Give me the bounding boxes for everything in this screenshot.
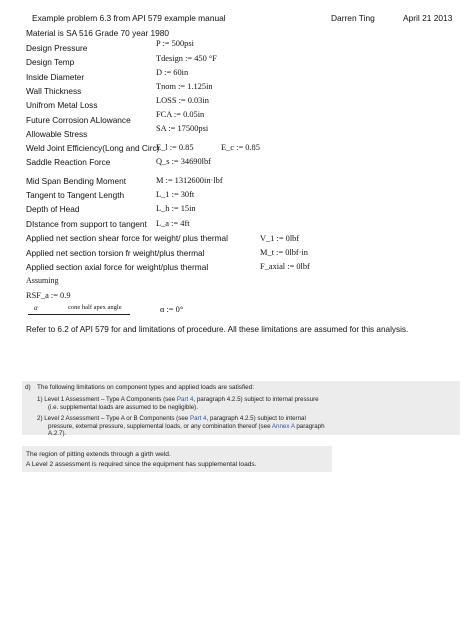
- param-label: Tangent to Tangent Length: [26, 190, 125, 200]
- param-value: Tnom := 1.125in: [156, 82, 213, 91]
- rsf-value: RSF_a := 0.9: [26, 291, 71, 300]
- param-value: Q_s := 34690lbf: [156, 157, 211, 166]
- part4-link[interactable]: Part 4: [176, 396, 194, 403]
- document-date: April 21 2013: [403, 13, 453, 23]
- limitations-note: Refer to 6.2 of API 579 for and limitations of procedure. All these limitations are assumed for this analysis.: [26, 325, 409, 334]
- param-value: P := 500psi: [156, 39, 194, 48]
- param-label: Design Temp: [26, 57, 75, 67]
- load-value: F_axial := 0lbf: [260, 262, 310, 271]
- author-name: Darren Ting: [331, 13, 375, 23]
- excerpt-level1: 1) Level 1 Assessment – Type A Components (see Part 4, paragraph 4.2.5) subject to internal pressure: [37, 396, 319, 403]
- material-spec: Material is SA 516 Grade 70 year 1980: [26, 28, 169, 38]
- param-value: D := 60in: [156, 68, 189, 77]
- param-value: L_a := 4ft: [156, 219, 190, 228]
- param-label: Allowable Stress: [26, 129, 88, 139]
- part4-link[interactable]: Part 4: [189, 415, 207, 422]
- alpha-value: α := 0°: [160, 305, 184, 314]
- load-label: Applied net section shear force for weight/ plus thermal: [26, 233, 228, 243]
- param-label: Depth of Head: [26, 204, 80, 214]
- param-value: Tdesign := 450 °F: [156, 54, 217, 63]
- param-value: M := 1312600in·lbf: [156, 176, 223, 185]
- param-label: Weld Joint Efficiency(Long and Circ): [26, 143, 160, 153]
- param-value: FCA := 0.05in: [156, 110, 205, 119]
- param-label: Saddle Reaction Force: [26, 157, 111, 167]
- excerpt-item-intro: The following limitations on component types and applied loads are satisfied:: [37, 384, 255, 391]
- excerpt-item-letter: d): [25, 384, 31, 391]
- param-value: LOSS := 0.03in: [156, 96, 209, 105]
- conclusion-line2: A Level 2 assessment is required since the equipment has supplemental loads.: [26, 461, 257, 468]
- param-value: SA := 17500psi: [156, 124, 209, 133]
- param-value: E_c := 0.85: [221, 143, 260, 152]
- alpha-symbol: α: [34, 304, 38, 312]
- param-label: Design Pressure: [26, 43, 88, 53]
- load-label: Applied net section torsion fr weight/plus thermal: [26, 248, 205, 258]
- excerpt-level1-line2: (i.e. supplemental loads are assumed to be negligible).: [48, 404, 198, 411]
- param-label: Unifrom Metal Loss: [26, 100, 98, 110]
- conclusion-line1: The region of pitting extends through a girth weld.: [26, 451, 171, 458]
- excerpt-level2: 2) Level 2 Assessment – Type A or B Components (see Part 4, paragraph 4.2.5) subject to internal: [37, 415, 306, 422]
- document-title: Example problem 6.3 from API 579 example manual: [32, 13, 226, 23]
- load-label: Applied section axial force for weight/plus thermal: [26, 262, 209, 272]
- conclusion-background: [22, 446, 332, 472]
- param-label: Wall Thickness: [26, 86, 82, 96]
- excerpt-level2-line3: A.2.7).: [48, 430, 67, 437]
- param-value: L_1 := 30ft: [156, 190, 195, 199]
- param-value: L_h := 15in: [156, 204, 196, 213]
- load-value: M_t := 0lbf·in: [260, 248, 308, 257]
- cone-angle-text: cone half apex angle: [68, 304, 122, 311]
- param-label: Inside Diameter: [26, 72, 85, 82]
- param-label: Future Corrosion ALlowance: [26, 115, 131, 125]
- param-label: Mid Span Bending Moment: [26, 176, 127, 186]
- excerpt-level2-line2: pressure, external pressure, supplemental loads, or any combination thereof (see Annex A paragraph: [48, 423, 325, 430]
- annex-a-link[interactable]: Annex A: [271, 423, 295, 430]
- cone-angle-definition: [28, 304, 130, 315]
- load-value: V_1 := 0lbf: [260, 234, 300, 243]
- param-value: E_l := 0.85: [156, 143, 194, 152]
- assuming-heading: Assuming: [26, 276, 59, 285]
- param-label: DIstance from support to tangent: [26, 219, 147, 229]
